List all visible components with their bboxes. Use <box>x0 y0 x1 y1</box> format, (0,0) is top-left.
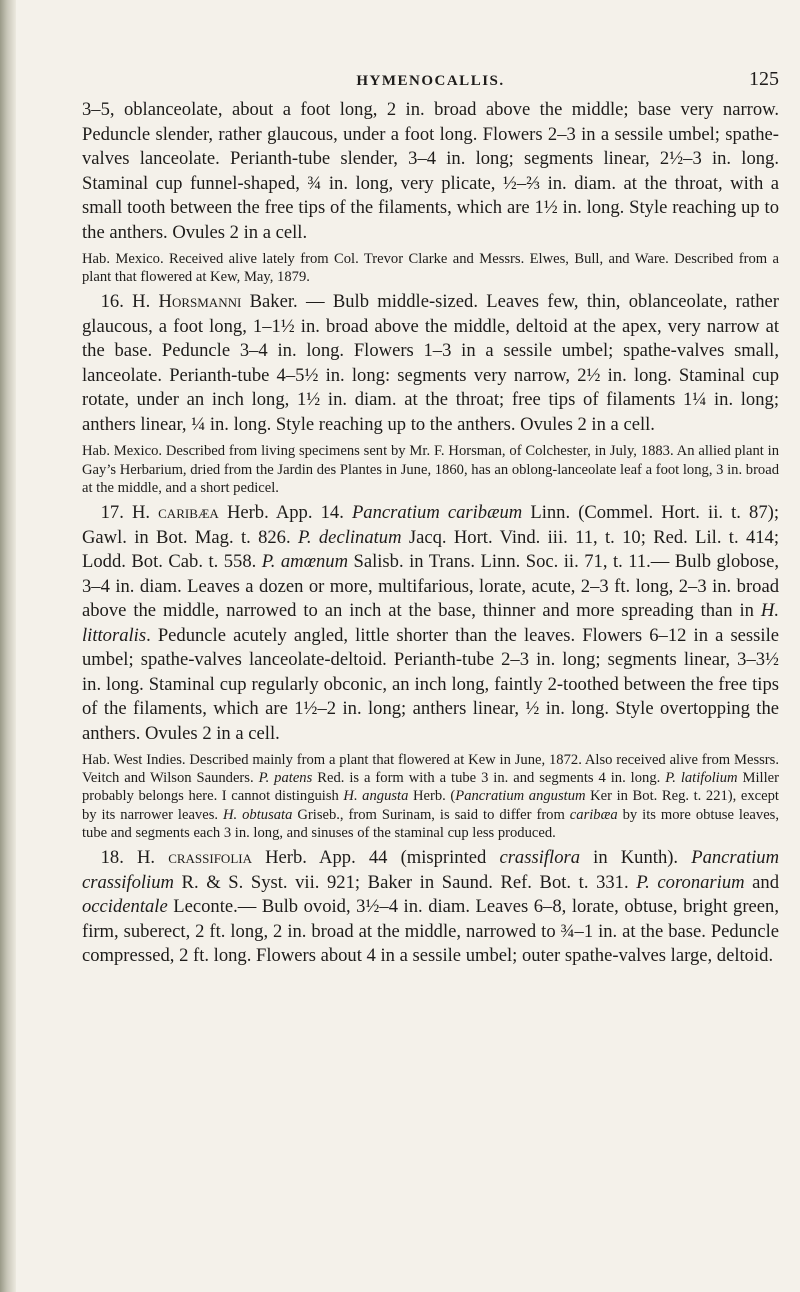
book-page <box>82 58 779 969</box>
species-15-description-continued: 3–5, oblanceolate, about a foot long, 2 in. broad above the middle; base very narrow. Peduncle slender, rather glaucous, under a foot long. Flowers 2–3 in a sessile umbel; spathe-valves lanceolate. Perianth-tube slender, 3–4 in. long; segments linear, 2½–3 in. long. Staminal cup funnel-shaped, ¾ in. long, very plicate, ½–⅔ in. diam. at the throat, with a small tooth between the free tips of the filaments, which are 1½ in. long. Style reaching up to the anthers. Ovules 2 in a cell. <box>82 99 779 243</box>
species-17-text: Herb. App. 14. Pancratium caribæum Linn. (Commel. Hort. ii. t. 87); Gawl. in Bot. Mag. t. 826. P. declinatum Jacq. Hort. Vind. iii. 11, t. 10; Red. Lil. t. 414; Lodd. Bot. Cab. t. 558. P. amœnum Salisb. in Trans. Linn. Soc. ii. 71, t. 11.— Bulb globose, 3–4 in. diam. Leaves a dozen or more, multifarious, lorate, acute, 2–3 ft. long, 2–3 in. broad above the middle, narrowed to an inch at the base, thinner and more spreading than in H. littoralis. Peduncle acutely angled, little shorter than the leaves. Flowers 6–12 in a sessile umbel; spathe-valves lanceolate-deltoid. Perianth-tube 2–3 in. long; segments linear, 3–3½ in. long. Staminal cup regularly obconic, an inch long, faintly 2-toothed between the free tips of the filaments, which are 1½–2 in. long; anthers linear, ½ in. long. Style overtopping the anthers. Ovules 2 in a cell. <box>82 502 780 744</box>
species-18-epithet: crassifolia <box>168 847 252 869</box>
species-18-description <box>82 846 779 969</box>
species-17-habitat-note: Hab. West Indies. Described mainly from a plant that flowered at Kew in June, 1872. Also received alive from Messrs. Veitch and Wilson Saunders. P. patens Red. is a form with a tube 3 in. and segments 4 in. long. P. latifolium Miller probably belongs here. I cannot distinguish H. angusta Herb. (Pancratium angustum Ker in Bot. Reg. t. 221), except by its narrower leaves. H. obtusata Griseb., from Surinam, is said to differ from caribæa by its more obtuse leaves, tube and segments each 3 in. long, and sinuses of the staminal cup less produced. <box>82 752 779 841</box>
species-16-habitat-note: Hab. Mexico. Described from living specimens sent by Mr. F. Horsman, of Colchester, in July, 1883. An allied plant in Gay’s Herbarium, dried from the Jardin des Plantes in June, 1860, has an oblong-lanceolate leaf a foot long, 3 in. broad at the middle, and a short pedicel. <box>82 443 779 496</box>
species-15-habitat-note: Hab. Mexico. Received alive lately from Col. Trevor Clarke and Messrs. Elwes, Bull, and Ware. Described from a plant that flowered at Kew, May, 1879. <box>82 251 779 286</box>
page-body <box>82 98 779 969</box>
page-header <box>82 58 779 98</box>
species-16-description <box>82 290 779 437</box>
species-16-number: 16. H. <box>100 291 151 313</box>
species-18-text: Herb. App. 44 (misprinted crassiflora in Kunth). Pancratium crassifolium R. & S. Syst. vii. 921; Baker in Saund. Ref. Bot. t. 331. P. coronarium and occidentale Leconte.— Bulb ovoid, 3½–4 in. diam. Leaves 6–8, lorate, obtuse, bright green, firm, suberect, 2 ft. long, 2 in. broad at the middle, narrowed to ¾–1 in. at the base. Peduncle compressed, 2 ft. long. Flowers about 4 in a sessile umbel; outer spathe-valves large, deltoid. <box>82 847 780 967</box>
species-16-text: Baker. — Bulb middle-sized. Leaves few, thin, oblanceolate, rather glaucous, a foot long, 1–1½ in. broad above the middle, deltoid at the apex, very narrow at the base. Peduncle 3–4 in. long. Flowers 1–3 in a sessile umbel; spathe-valves small, lanceolate. Perianth-tube 4–5½ in. long: segments very narrow, 2½ in. long. Staminal cup rotate, under an inch long, 1½ in. diam. at the throat; free tips of filaments 1¼ in. long; anthers linear, ¼ in. long. Style reaching up to the anthers. Ovules 2 in a cell. <box>82 291 779 435</box>
page-number: 125 <box>749 68 779 90</box>
running-head: HYMENOCALLIS. <box>356 73 505 89</box>
species-16-epithet: Horsmanni <box>158 291 242 313</box>
species-17-description <box>82 501 779 746</box>
species-17-epithet: caribæa <box>158 502 219 524</box>
species-18-number: 18. H. <box>100 847 156 869</box>
page-gutter-shadow <box>0 0 16 1292</box>
species-17-number: 17. H. <box>100 502 151 524</box>
